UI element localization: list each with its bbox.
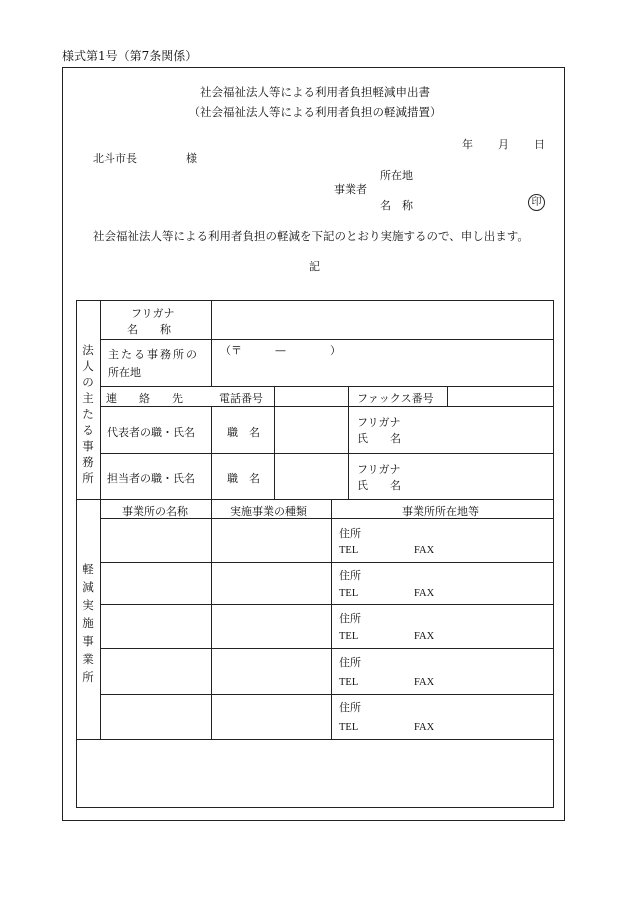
date-day-label: 日 (534, 138, 545, 151)
furigana-label: フリガナ (131, 307, 175, 320)
row-tel-label: TEL (339, 722, 359, 733)
table-divider (211, 406, 212, 739)
table-divider (274, 386, 275, 499)
section1-vertical-label: 法 人 の 主 た る 事 務 所 (82, 343, 94, 485)
row-address-label: 住所 (339, 612, 361, 625)
contact-label: 連 絡 先 (106, 392, 183, 405)
seal-mark: 印 (528, 194, 545, 211)
office-address-label: 主たる事務所の (108, 348, 199, 361)
rep-position-label: 職 名 (227, 426, 260, 439)
row-address-label: 住所 (339, 701, 361, 714)
fax-label: ファックス番号 (357, 392, 434, 405)
table-rule (100, 453, 554, 454)
table-rule (100, 694, 554, 695)
table-rule (100, 386, 554, 387)
staff-label: 担当者の職・氏名 (107, 472, 195, 485)
section2-vertical-label: 軽 減 実 施 事 業 所 (82, 562, 94, 684)
form-subtitle: （社会福祉法人等による利用者負担の軽減措置） (188, 105, 442, 119)
staff-position-label: 職 名 (227, 472, 260, 485)
table-divider (331, 499, 332, 739)
col-location-header: 事業所所在地等 (402, 505, 479, 518)
table-divider (211, 300, 212, 386)
rep-furigana-label: フリガナ (357, 416, 401, 429)
form-number: 様式第1号（第7条関係） (62, 49, 198, 63)
row-fax-label: FAX (414, 722, 435, 733)
staff-furigana-label: フリガナ (357, 463, 401, 476)
table-rule (76, 499, 554, 500)
row-fax-label: FAX (414, 631, 435, 642)
form-title: 社会福祉法人等による利用者負担軽減申出書 (200, 85, 430, 99)
rep-name-label: 氏 名 (357, 432, 401, 445)
table-rule (100, 339, 554, 340)
addressee-honorific: 様 (186, 152, 197, 165)
main-table (76, 300, 554, 808)
ki-label: 記 (309, 260, 320, 273)
row-fax-label: FAX (414, 545, 435, 556)
row-fax-label: FAX (414, 677, 435, 688)
row-tel-label: TEL (339, 588, 359, 599)
col-service-type-header: 実施事業の種類 (230, 505, 307, 518)
corporation-name-label: 名 称 (127, 323, 171, 336)
representative-label: 代表者の職・氏名 (107, 426, 195, 439)
table-divider (348, 386, 349, 499)
date-month-label: 月 (498, 138, 509, 151)
applicant-address-label: 所在地 (380, 169, 413, 182)
office-address-label-2: 所在地 (108, 366, 141, 379)
table-rule (100, 604, 554, 605)
row-address-label: 住所 (339, 656, 361, 669)
table-divider (447, 386, 448, 406)
row-tel-label: TEL (339, 545, 359, 556)
row-tel-label: TEL (339, 631, 359, 642)
table-rule (100, 406, 554, 407)
col-office-name-header: 事業所の名称 (122, 505, 188, 518)
addressee-name: 北斗市長 (93, 152, 137, 165)
row-fax-label: FAX (414, 588, 435, 599)
declaration-text: 社会福祉法人等による利用者負担の軽減を下記のとおり実施するので、申し出ます。 (93, 229, 529, 243)
date-year-label: 年 (462, 138, 473, 151)
table-rule (76, 739, 554, 740)
row-address-label: 住所 (339, 527, 361, 540)
table-rule (100, 648, 554, 649)
staff-name-label: 氏 名 (357, 479, 401, 492)
table-divider (100, 300, 101, 739)
row-address-label: 住所 (339, 569, 361, 582)
applicant-name-label: 名 称 (380, 199, 413, 212)
row-tel-label: TEL (339, 677, 359, 688)
applicant-entity-label: 事業者 (334, 183, 367, 196)
table-rule (100, 562, 554, 563)
postal-code-field: （〒 — ） (220, 344, 341, 357)
phone-label: 電話番号 (219, 392, 263, 405)
